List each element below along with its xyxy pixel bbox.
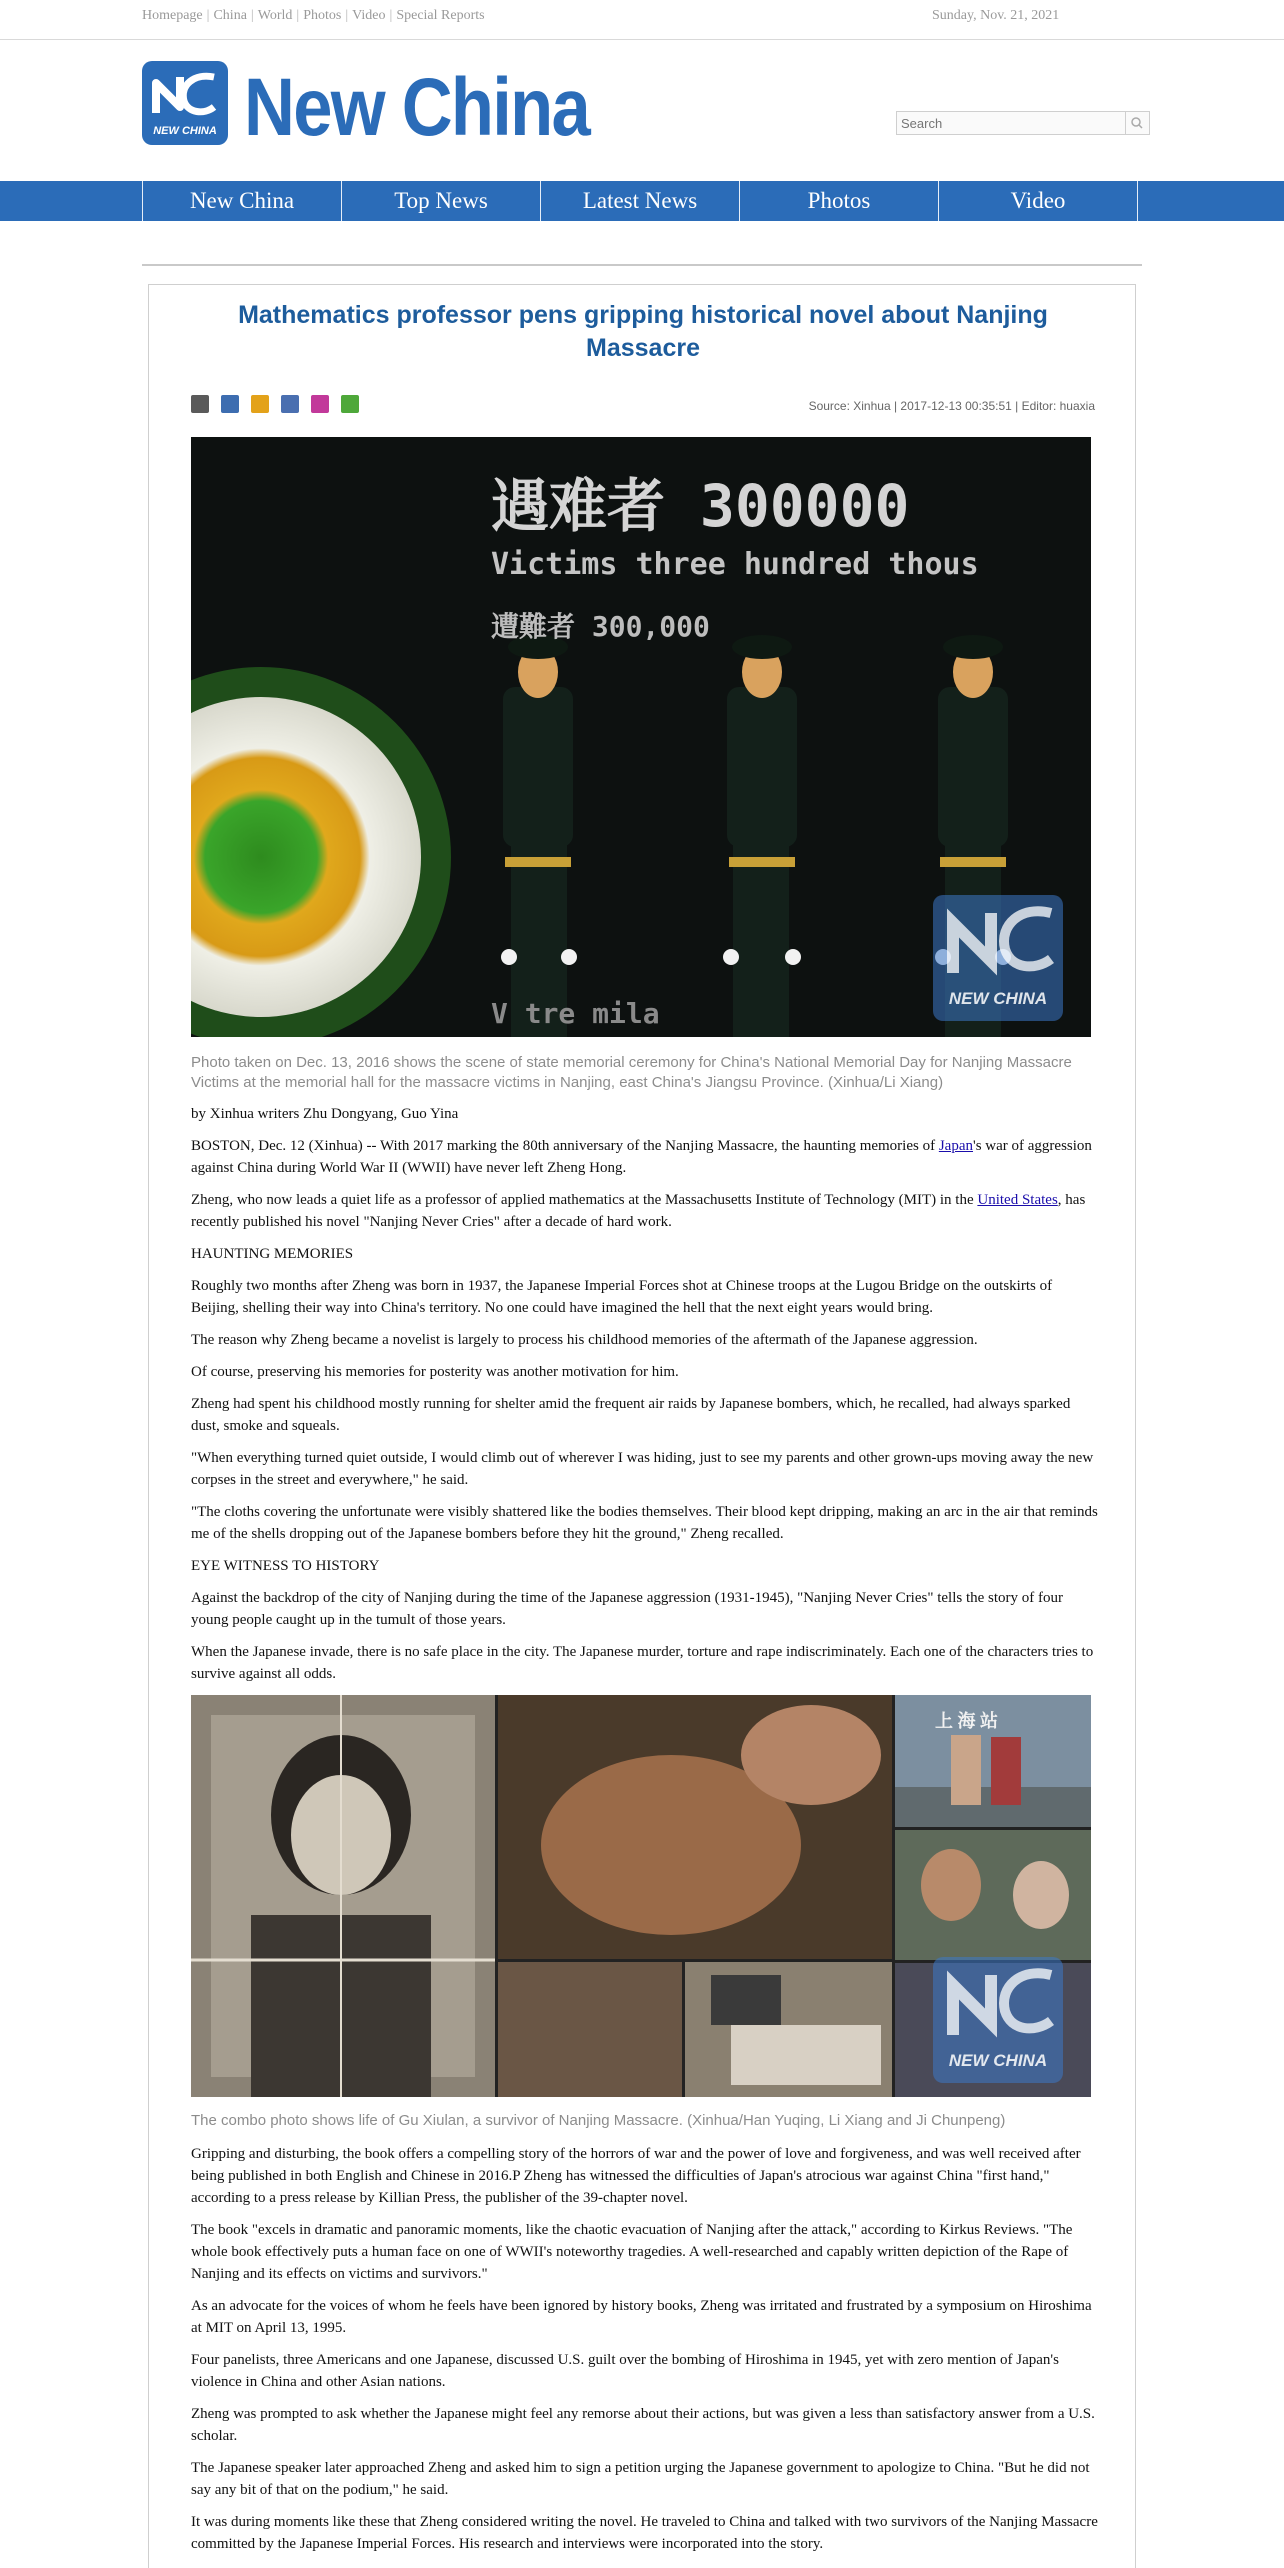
search-icon[interactable] <box>311 395 329 413</box>
search-input[interactable] <box>897 112 1125 134</box>
topnav-link-photos[interactable]: Photos <box>303 8 342 23</box>
photo-caption: The combo photo shows life of Gu Xiulan, a survivor of Nanjing Massacre. (Xinhua/Han Yuqing, Li Xiang and Ji Chunpeng) <box>191 2112 1006 2129</box>
logo-text: NEW CHINA <box>153 125 217 137</box>
rss-icon[interactable] <box>191 395 209 413</box>
main-nav <box>0 181 1284 221</box>
search-box <box>896 111 1150 135</box>
article-paragraph: Four panelists, three Americans and one Japanese, discussed U.S. guilt over the bombing of Hiroshima in 1945, yet with zero mention of Japan's violence in China and other Asian nations. <box>191 2352 1059 2390</box>
article-paragraph: As an advocate for the voices of whom he feels have been ignored by history books, Zheng was irritated and frustrated by a symposium on Hiroshima at MIT on April 13, 1995. <box>191 2298 1092 2336</box>
separator: | <box>345 8 349 23</box>
memorial-sign-chinese: 遇难者 300000 <box>491 472 910 540</box>
article-meta: Source: Xinhua | 2017-12-13 00:35:51 | Editor: huaxia <box>808 399 1095 413</box>
watermark-emblem-icon <box>933 1957 1063 2047</box>
watermark-logo <box>933 1957 1063 2083</box>
photo-caption: Photo taken on Dec. 13, 2016 shows the scene of state memorial ceremony for China's National Memorial Day for Nanjing Massacre Victims at the memorial hall for the massacre victims in Nanjing, east China's Jiangsu Province. (Xinhua/Li Xiang) <box>191 1054 1072 1091</box>
article-paragraph: Gripping and disturbing, the book offers a compelling story of the horrors of war and the power of love and forgiveness, and was well received after being published in both English and Chinese in 2016.P Zheng has witnessed the difficulties of Japan's atrocious war against China "first hand," according to a press release by Killian Press, the publisher of the 39-chapter novel. <box>191 2146 1081 2206</box>
article-paragraph: Of course, preserving his memories for posterity was another motivation for him. <box>191 1364 679 1380</box>
separator: | <box>389 8 393 23</box>
site-title[interactable]: New China <box>244 62 590 153</box>
paragraph-text: 's war of aggression against China during World War II (WWII) have never left Zheng Hong. <box>191 1138 1092 1176</box>
article-paragraph: Zheng was prompted to ask whether the Japanese might feel any remorse about their actions, but was given a less than satisfactory answer from a U.S. scholar. <box>191 2406 1095 2444</box>
current-date: Sunday, Nov. 21, 2021 <box>932 8 1060 23</box>
memorial-sign-japanese: 遭難者 300,000 <box>491 610 710 643</box>
topnav-link-china[interactable]: China <box>213 8 247 23</box>
print-icon[interactable] <box>251 395 269 413</box>
topnav-link-video[interactable]: Video <box>352 8 386 23</box>
nav-item-new-china[interactable]: New China <box>142 181 341 221</box>
paragraph-text: BOSTON, Dec. 12 (Xinhua) -- With 2017 marking the 80th anniversary of the Nanjing Massacre, the haunting memories of <box>191 1138 939 1154</box>
topnav-link-special-reports[interactable]: Special Reports <box>396 8 485 23</box>
watermark-text: NEW CHINA <box>948 989 1048 1008</box>
nav-item-top-news[interactable]: Top News <box>341 181 540 221</box>
topnav-link-homepage[interactable]: Homepage <box>142 8 203 23</box>
link-japan[interactable]: Japan <box>938 1138 973 1154</box>
email-icon[interactable] <box>221 395 239 413</box>
memorial-sign-english: Victims three hundred thous <box>491 547 979 582</box>
nav-divider <box>1137 181 1138 221</box>
article-paragraph: The reason why Zheng became a novelist is largely to process his childhood memories of the aftermath of the Japanese aggression. <box>191 1332 978 1348</box>
article-headline: Mathematics professor pens gripping historical novel about Nanjing Massacre <box>238 301 1048 362</box>
search-icon <box>1126 112 1148 134</box>
article-photo-combo <box>191 1695 1091 2097</box>
article-paragraph: When the Japanese invade, there is no safe place in the city. The Japanese murder, torture and rape indiscriminately. Each one of the characters tries to survive against all odds. <box>191 1644 1094 1682</box>
separator: | <box>296 8 300 23</box>
link-united-states[interactable]: United States <box>977 1192 1058 1208</box>
article-paragraph <box>191 1189 1099 1233</box>
nav-item-latest-news[interactable]: Latest News <box>540 181 739 221</box>
station-sign: 上 海 站 <box>935 1711 998 1731</box>
article-paragraph <box>191 1135 1099 1179</box>
memorial-sign-italian: V tre mila <box>491 997 660 1030</box>
article-paragraph: Roughly two months after Zheng was born in 1937, the Japanese Imperial Forces shot at Chinese troops at the Lugou Bridge on the outskirts of Beijing, shelling their way into China's territory. No one could have imagined the hell that the next eight years would bring. <box>191 1278 1053 1316</box>
article-photo-ceremony <box>191 437 1091 1037</box>
article-byline: by Xinhua writers Zhu Dongyang, Guo Yina <box>191 1106 459 1122</box>
forum-icon[interactable] <box>281 395 299 413</box>
article-paragraph: Against the backdrop of the city of Nanjing during the time of the Japanese aggression (1931-1945), "Nanjing Never Cries" tells the story of four young people caught up in the tumult of those years. <box>191 1590 1064 1628</box>
nav-item-photos[interactable]: Photos <box>739 181 938 221</box>
divider <box>142 264 1142 266</box>
article-container <box>148 284 1136 2568</box>
article-paragraph: Zheng had spent his childhood mostly running for shelter amid the frequent air raids by Japanese bombers, which, he recalled, had always sparked dust, smoke and squeals. <box>191 1396 1071 1434</box>
site-logo[interactable] <box>142 61 228 145</box>
article-paragraph: It was during moments like these that Zheng considered writing the novel. He traveled to China and talked with two survivors of the Nanjing Massacre committed by the Japanese Imperial Forces. His research and interviews were incorporated into the story. <box>191 2514 1098 2552</box>
separator: | <box>206 8 210 23</box>
top-nav <box>142 8 485 24</box>
article-paragraph: "When everything turned quiet outside, I would climb out of wherever I was hiding, just to see my parents and other grown-ups moving away the new corpses in the street and everywhere," he said. <box>191 1450 1094 1488</box>
search-button[interactable] <box>1125 112 1149 134</box>
nav-item-video[interactable]: Video <box>938 181 1137 221</box>
watermark-logo <box>933 895 1063 1021</box>
watermark-emblem-icon <box>933 895 1063 985</box>
watermark-text: NEW CHINA <box>948 2051 1048 2070</box>
paragraph-text: Zheng, who now leads a quiet life as a professor of applied mathematics at the Massachusetts Institute of Technology (MIT) in the <box>191 1192 978 1208</box>
paragraph-text: , has recently published his novel "Nanjing Never Cries" after a decade of hard work. <box>191 1192 1086 1230</box>
article-paragraph: The book "excels in dramatic and panoramic moments, like the chaotic evacuation of Nanjing after the attack," according to Kirkus Reviews. "The whole book effectively puts a human face on one of WWII's noteworthy tragedies. A well-researched and capably written depiction of the Rape of Nanjing and its effects on victims and survivors." <box>191 2222 1073 2282</box>
section-heading: EYE WITNESS TO HISTORY <box>191 1558 380 1574</box>
article-paragraph: The Japanese speaker later approached Zheng and asked him to sign a petition urging the Japanese government to apologize to China. "But he did not say any bit of that on the podium," he said. <box>191 2460 1090 2498</box>
article-paragraph: "The cloths covering the unfortunate were visibly shattered like the bodies themselves. Their blood kept dripping, making an arc in the air that reminds me of the shells dropping out of the Japanese bombers before they hit the ground," Zheng recalled. <box>191 1504 1098 1542</box>
logo-emblem-icon <box>150 67 220 123</box>
separator: | <box>250 8 254 23</box>
site-header <box>0 41 1284 181</box>
top-bar <box>0 0 1284 40</box>
section-heading: HAUNTING MEMORIES <box>191 1246 354 1262</box>
topnav-link-world[interactable]: World <box>257 8 293 23</box>
add-icon[interactable] <box>341 395 359 413</box>
